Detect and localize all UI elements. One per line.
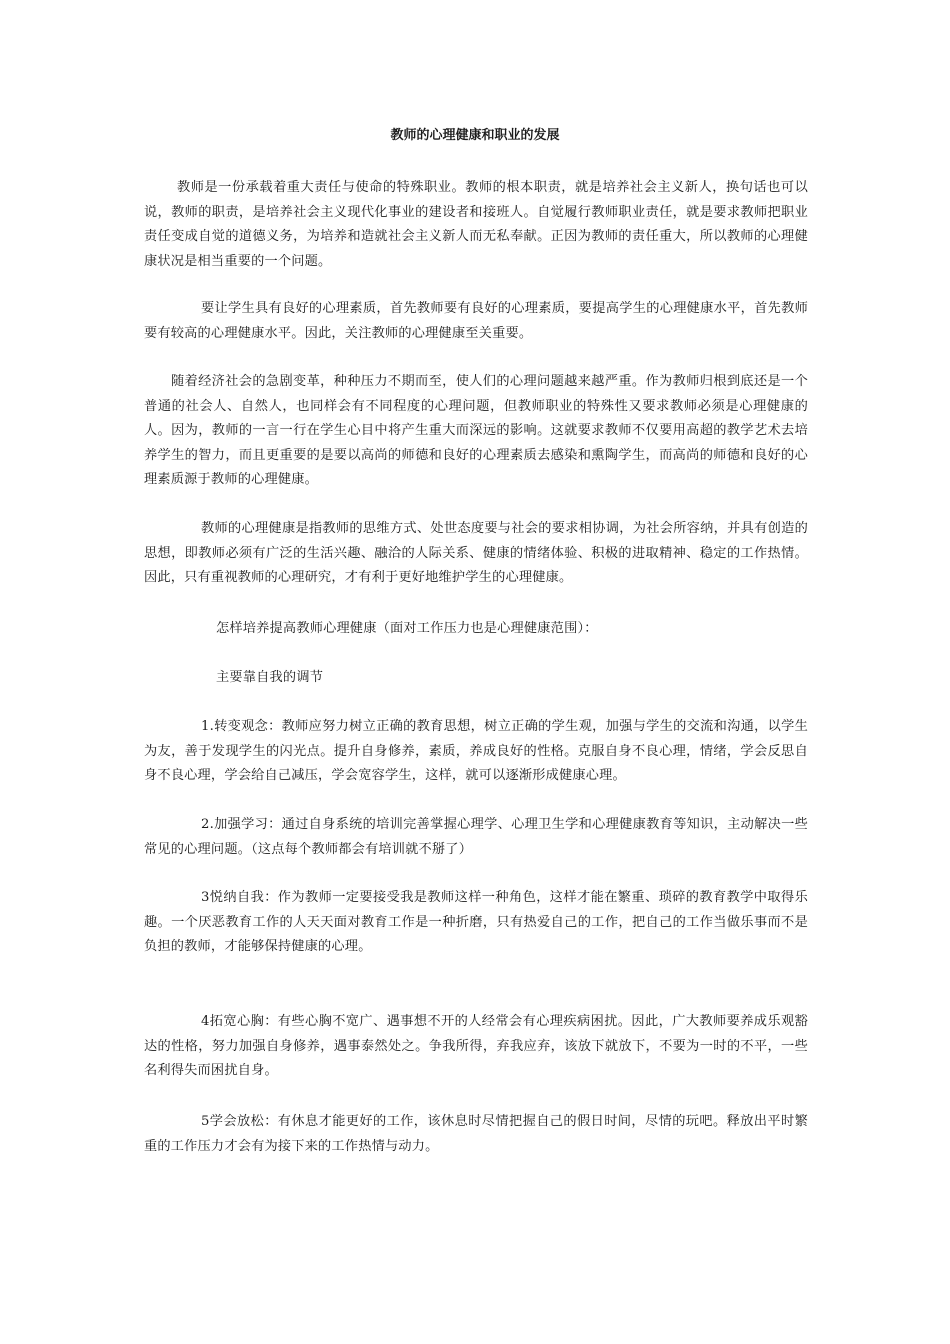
paragraph-definition: 教师的心理健康是指教师的思维方式、处世态度要与社会的要求相协调，为社会所容纳，并具有创造的思想，即教师必须有广泛的生活兴趣、融洽的人际关系、健康的情绪体验、积极的进取精神、稳定的工作热情。因此，只有重视教师的心理研究，才有利于更好地维护学生的心理健康。 <box>144 521 808 585</box>
document-title: 教师的心理健康和职业的发展 <box>390 128 560 143</box>
section-heading-methods: 怎样培养提高教师心理健康（面对工作压力也是心理健康范围）： <box>216 621 598 636</box>
list-item-4: 4拓宽心胸：有些心胸不宽广、遇事想不开的人经常会有心理疾病困扰。因此，广大教师要养成乐观豁达的性格，努力加强自身修养，遇事泰然处之。争我所得，弃我应弃，该放下就放下，不要为一时的不平，一些名利得失而困扰自身。 <box>144 1014 808 1078</box>
paragraph-intro: 教师是一份承载着重大责任与使命的特殊职业。教师的根本职责，就是培养社会主义新人，换句话也可以说，教师的职责，是培养社会主义现代化事业的建设者和接班人。自觉履行教师职业责任，就是要求教师把职业责任变成自觉的道德义务，为培养和造就社会主义新人而无私奉献。正因为教师的责任重大，所以教师的心理健康状况是相当重要的一个问题。 <box>144 180 808 269</box>
section-subheading-self-adjust: 主要靠自我的调节 <box>216 670 324 685</box>
paragraph-quality: 要让学生具有良好的心理素质，首先教师要有良好的心理素质，要提高学生的心理健康水平，首先教师要有较高的心理健康水平。因此，关注教师的心理健康至关重要。 <box>144 301 808 341</box>
list-item-2: 2.加强学习：通过自身系统的培训完善掌握心理学、心理卫生学和心理健康教育等知识，主动解决一些常见的心理问题。（这点每个教师都会有培训就不掰了） <box>144 817 808 857</box>
paragraph-pressure: 随着经济社会的急剧变革，种种压力不期而至，使人们的心理问题越来越严重。作为教师归根到底还是一个普通的社会人、自然人，也同样会有不同程度的心理问题，但教师职业的特殊性又要求教师必须是心理健康的人。因为，教师的一言一行在学生心目中将产生重大而深远的影响。这就要求教师不仅要用高超的教学艺术去培养学生的智力，而且更重要的是要以高尚的师德和良好的心理素质去感染和熏陶学生，而高尚的师德和良好的心理素质源于教师的心理健康。 <box>144 374 808 487</box>
list-item-1: 1.转变观念：教师应努力树立正确的教育思想，树立正确的学生观，加强与学生的交流和沟通，以学生为友，善于发现学生的闪光点。提升自身修养，素质，养成良好的性格。克服自身不良心理，情绪，学会反思自身不良心理，学会给自己减压，学会宽容学生，这样，就可以逐渐形成健康心理。 <box>144 719 808 783</box>
list-item-3: 3悦纳自我：作为教师一定要接受我是教师这样一种角色，这样才能在繁重、琐碎的教育教学中取得乐趣。一个厌恶教育工作的人天天面对教育工作是一种折磨，只有热爱自己的工作，把自己的工作当做乐事而不是负担的教师，才能够保持健康的心理。 <box>144 890 808 954</box>
list-item-5: 5学会放松：有休息才能更好的工作，该休息时尽情把握自己的假日时间，尽情的玩吧。释放出平时繁重的工作压力才会有为接下来的工作热情与动力。 <box>144 1114 808 1154</box>
